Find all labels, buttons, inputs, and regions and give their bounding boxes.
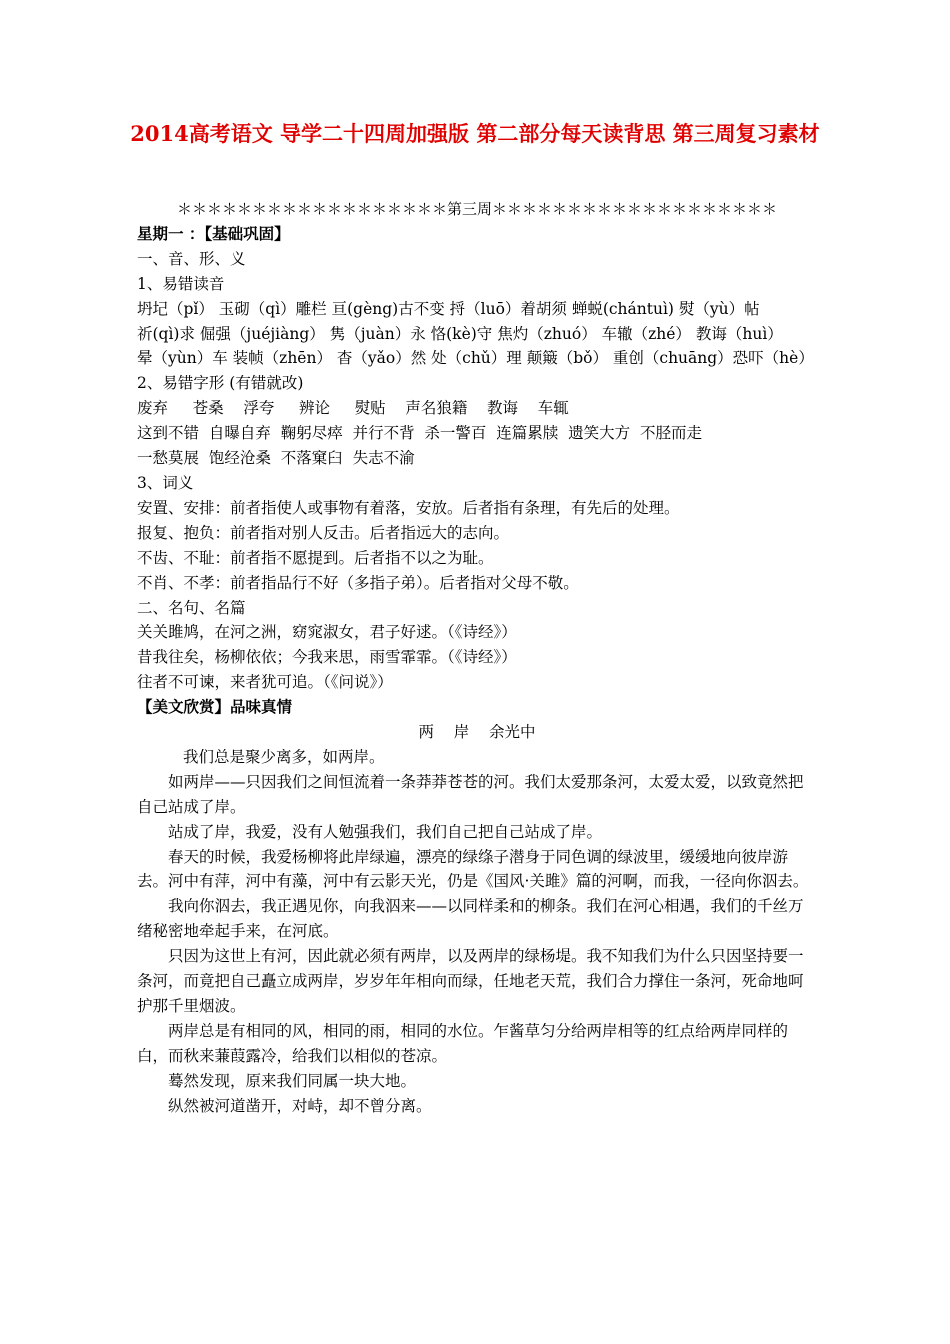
essay-paragraph: 两岸总是有相同的风，相同的雨，相同的水位。乍酱草匀分给两岸相等的红点给两岸同样的白，而秋来蒹葭露冷，给我们以相似的苍凉。 — [137, 1021, 789, 1065]
pronunciation-line: 坍圮（pǐ） 玉砌（qì）雕栏 亘(gèng)古不变 捋（luō）着胡须 蝉蜕(chántuì) 熨（yù）帖 — [137, 299, 760, 318]
essay-paragraph: 我向你泅去，我正遇见你，向我泅来——以同样柔和的柳条。我们在河心相遇，我们的千丝万绪秘密地牵起手来，在河底。 — [137, 897, 804, 941]
essay-paragraph: 如两岸——只因我们之间恒流着一条莽莽苍苍的河。我们太爱那条河，太爱太爱，以致竟然把自己站成了岸。 — [137, 772, 804, 816]
form-line: 这到不错 自曝自弃 鞠躬尽瘁 并行不背 杀一警百 连篇累牍 遗笑大方 不胫而走 — [137, 424, 702, 443]
document-title: 2014高考语文 导学二十四周加强版 第二部分每天读背思 第三周复习素材 — [130, 121, 820, 146]
essay-paragraph: 站成了岸，我爱，没有人勉强我们，我们自己把自己站成了岸。 — [168, 822, 603, 841]
form-line: 废弃 苍桑 浮夸 辨论 熨贴 声名狼籍 教诲 车辄 — [137, 399, 569, 418]
week-divider: ＊＊＊＊＊＊＊＊＊＊＊＊＊＊＊＊＊＊第三周＊＊＊＊＊＊＊＊＊＊＊＊＊＊＊＊＊＊＊ — [176, 200, 777, 218]
meaning-line: 安置、安排：前者指使人或事物有着落，安放。后者指有条理，有先后的处理。 — [137, 498, 680, 517]
pronunciation-line: 晕（yùn）车 装帧（zhēn） 杳（yǎo）然 处（chǔ）理 颠簸（bǒ） 重创（chuāng）恐吓（hè） — [137, 349, 814, 368]
essay-paragraph: 蓦然发现，原来我们同属一块大地。 — [168, 1071, 417, 1090]
quote-line: 关关雎鸠，在河之洲，窈窕淑女，君子好逑。（《诗经》） — [137, 623, 517, 642]
section-heading-2: 二、名句、名篇 — [137, 598, 246, 617]
essay-paragraph: 纵然被河道凿开，对峙，却不曾分离。 — [168, 1096, 432, 1115]
essay-paragraph: 只因为这世上有河，因此就必须有两岸，以及两岸的绿杨堤。我不知我们为什么只因坚持要一条河，而竟把自己矗立成两岸，岁岁年年相向而绿，任地老天荒，我们合力撑住一条河，死命地呵护那千里烟波。 — [137, 947, 804, 1015]
subsection-meaning-heading: 3、词义 — [137, 473, 194, 492]
meaning-line: 报复、抱负：前者指对别人反击。后者指远大的志向。 — [137, 523, 510, 542]
pronunciation-line: 祈(qì)求 倔强（juéjiàng） 隽（juàn）永 恪(kè)守 焦灼（zhuó） 车辙（zhé） 教诲（huì） — [137, 324, 783, 343]
quote-line: 昔我往矣，杨柳依依；今我来思，雨雪霏霏。（《诗经》） — [137, 648, 517, 667]
essay-paragraph: 我们总是聚少离多，如两岸。 — [183, 747, 385, 766]
section-heading-1: 一、音、形、义 — [137, 249, 246, 268]
meaning-line: 不肖、不孝：前者指品行不好（多指子弟）。后者指对父母不敬。 — [137, 573, 579, 592]
quote-line: 往者不可谏，来者犹可追。（《问说》） — [137, 673, 393, 692]
subsection-pronunciation-heading: 1、易错读音 — [137, 274, 225, 293]
meaning-line: 不齿、不耻：前者指不愿提到。后者指不以之为耻。 — [137, 548, 494, 567]
essay-paragraph: 春天的时候，我爱杨柳将此岸绿遍，漂亮的绿绦子潜身于同色调的绿波里，缓缓地向彼岸游去。河中有萍，河中有藻，河中有云影天光，仍是《国风·关雎》篇的河啊，而我，一径向你泅去。 — [137, 847, 809, 891]
subsection-form-heading: 2、易错字形 (有错就改) — [137, 374, 304, 393]
document-body — [137, 197, 817, 1119]
form-line: 一愁莫展 饱经沧桑 不落窠臼 失志不渝 — [137, 449, 415, 468]
essay-section-heading: 【美文欣赏】品味真情 — [137, 697, 293, 717]
monday-heading: 星期一 ：【基础巩固】 — [137, 223, 290, 243]
essay-title: 两 岸 余光中 — [418, 723, 536, 742]
